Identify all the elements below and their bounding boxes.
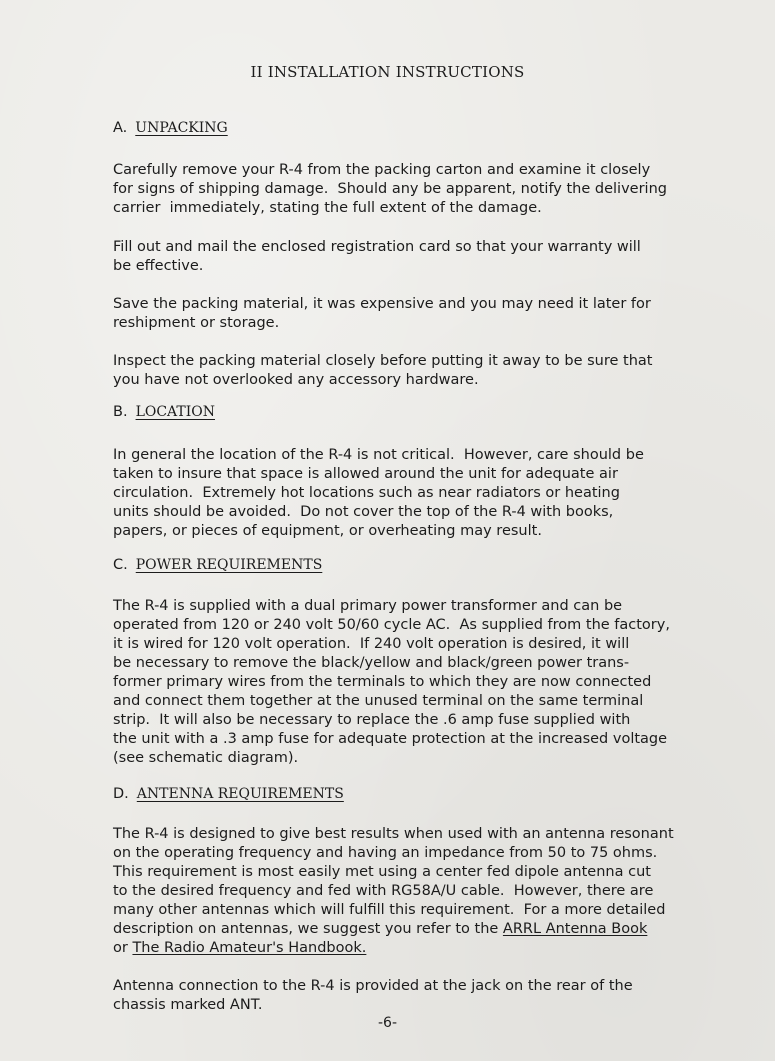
antenna-text: The R-4 is designed to give best results when used with an antenna resonant on the operating frequency and having an impedance from 50 to 75 ohms. This requirement is most easily met using a center fed dipole antenna cut to the desired frequency and fed with RG58A/U cable. However, there are many other antennas which will fulfill this requirement. For a more detailed description on antennas, we suggest you refer to the bbox=[113, 826, 674, 937]
paragraph-power: The R-4 is supplied with a dual primary power transformer and can be operated from 120 or 240 volt 50/60 cycle AC. As supplied from the factory, it is wired for 120 volt operation. If 240 volt operation is desired, it will be necessary to remove the black/yellow and black/green power trans- former primary wires from the terminals to which they are now connected and connect them together at the unused terminal on the same terminal strip. It will also be necessary to replace the .6 amp fuse supplied with the unit with a .3 amp fuse for adequate protection at the increased voltage (see schematic diagram). bbox=[113, 598, 670, 766]
section-title: ANTENNA REQUIREMENTS bbox=[136, 786, 344, 802]
section-title: LOCATION bbox=[135, 404, 215, 420]
section-heading-antenna bbox=[113, 786, 358, 802]
section-letter: A. bbox=[113, 120, 128, 136]
paragraph-unpacking-inspect: Carefully remove your R-4 from the packing carton and examine it closely for signs of shipping damage. Should any be apparent, notify the delivering carrier immediately, stating the full extent of the damage. bbox=[113, 162, 667, 216]
page-title: II INSTALLATION INSTRUCTIONS bbox=[250, 63, 525, 81]
book-title-handbook: The Radio Amateur's Handbook. bbox=[132, 940, 367, 956]
section-heading-unpacking bbox=[113, 120, 242, 136]
section-letter: B. bbox=[113, 404, 128, 420]
section-heading-location bbox=[113, 404, 229, 420]
paragraph-inspect-hardware: Inspect the packing material closely before putting it away to be sure that you have not overlooked any accessory hardware. bbox=[113, 353, 653, 388]
section-letter: D. bbox=[113, 786, 129, 802]
section-letter: C. bbox=[113, 557, 128, 573]
paragraph-registration-card: Fill out and mail the enclosed registration card so that your warranty will be effective. bbox=[113, 239, 641, 274]
paragraph-antenna bbox=[113, 825, 733, 958]
antenna-or: or bbox=[113, 940, 128, 956]
section-title: POWER REQUIREMENTS bbox=[135, 557, 323, 573]
page-number: -6- bbox=[377, 1015, 397, 1031]
paragraph-save-packing: Save the packing material, it was expensive and you may need it later for reshipment or storage. bbox=[113, 296, 651, 331]
paragraph-location: In general the location of the R-4 is not critical. However, care should be taken to insure that space is allowed around the unit for adequate air circulation. Extremely hot locations such as near radiators or heating units should be avoided. Do not cover the top of the R-4 with books, papers, or pieces of equipment, or overheating may result. bbox=[113, 447, 644, 539]
book-title-arrl: ARRL Antenna Book bbox=[502, 921, 648, 937]
section-heading-power bbox=[113, 557, 336, 573]
paragraph-antenna-connection: Antenna connection to the R-4 is provided at the jack on the rear of the chassis marked ANT. bbox=[113, 978, 633, 1013]
section-title: UNPACKING bbox=[135, 120, 228, 136]
